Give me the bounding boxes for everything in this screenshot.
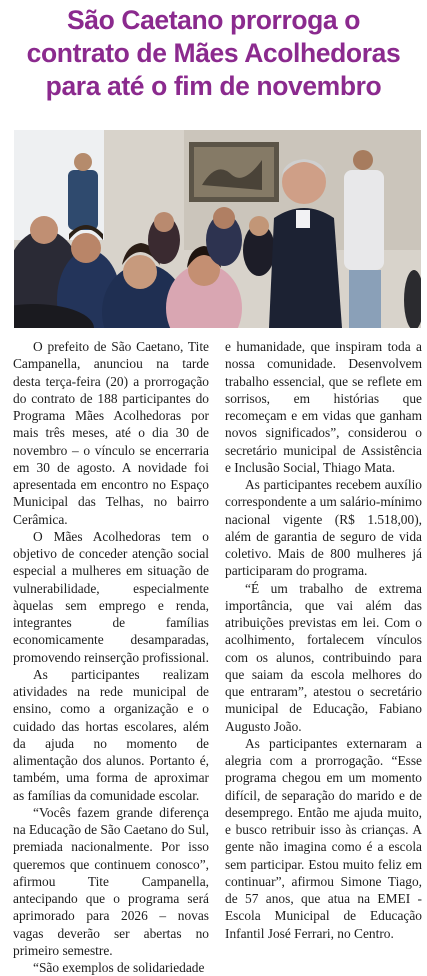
article-photo (14, 130, 421, 328)
article-column-right (225, 338, 422, 942)
paragraph: “Vocês fazem grande diferença na Educação de São Caetano do Sul, premiada nacionalmente. Por isso queremos que continuem conosco”, afirmou Tite Campanella, antecipando que o programa será aprimorado para 2026 – novas vagas deverão ser abertas no primeiro semestre. (13, 804, 209, 958)
article-headline (10, 4, 417, 103)
paragraph: As participantes realizam atividades na rede municipal de ensino, como a organização e o cuidado das hortas escolares, além da ajuda no momento de alimentação dos alunos. Portanto é, também, uma forma de aproximar as famílias da comunidade escolar. (13, 666, 209, 803)
paragraph: O Mães Acolhedoras tem o objetivo de conceder atenção social especial a mulheres em situação de vulnerabilidade, especialmente àquelas sem emprego e renda, integrantes de famílias economicamente desamparadas, promovendo reinserção profissional. (13, 528, 209, 665)
paragraph: “São exemplos de solidariedade (33, 960, 205, 975)
headline-line-2: contrato de Mães Acolhedoras (26, 38, 401, 68)
paragraph: As participantes externaram a alegria com a prorrogação. “Esse programa chegou em um momento difícil, de separação do marido e de desemprego. Então me ajuda muito, e busco retribuir isso às crianças. A gente não imagina como é a escola sem participar. Estou muito feliz em continuar”, afirmou Simone Tiago, de 57 anos, que atua na EMEI - Escola Municipal de Educação Infantil José Ferrari, no Centro. (225, 735, 422, 941)
paragraph: “É um trabalho de extrema importância, que vai além das atribuições previstas em lei. Com o acolhimento, fortalecem vínculos com os alunos, contribuindo para que saiam da escola melhores do que entraram”, atestou o secretário municipal de Educação, Fabiano Augusto João. (225, 580, 422, 734)
article-column-left (13, 338, 209, 976)
photo-icon (14, 130, 421, 328)
paragraph: As participantes recebem auxílio correspondente a um salário-mínimo nacional vigente (R$ 1.518,00), além de garantia de seguro de vida coletivo. Mais de 800 mulheres já participaram do programa. (225, 477, 422, 579)
headline-line-3: para até o fim de novembro (45, 71, 382, 101)
headline-line-1: São Caetano prorroga o (66, 5, 361, 35)
paragraph-continued: e humanidade, que inspiram toda a nossa comunidade. Desenvolvem trabalho essencial, que se reflete em sorrisos, em histórias que recomeçam e em vidas que ganham novos significados”, considerou o secretário municipal de Assistência e Inclusão Social, Thiago Mata. (225, 339, 422, 475)
paragraph: O prefeito de São Caetano, Tite Campanella, anunciou na tarde desta terça-feira (20) a prorrogação do contrato de 188 participantes do Programa Mães Acolhedoras por mais três meses, até o dia 30 de novembro – o vínculo se encerraria em 30 de agosto. A novidade foi apresentada em encontro no Espaço Municipal das Telhas, no bairro Cerâmica. (13, 339, 209, 527)
